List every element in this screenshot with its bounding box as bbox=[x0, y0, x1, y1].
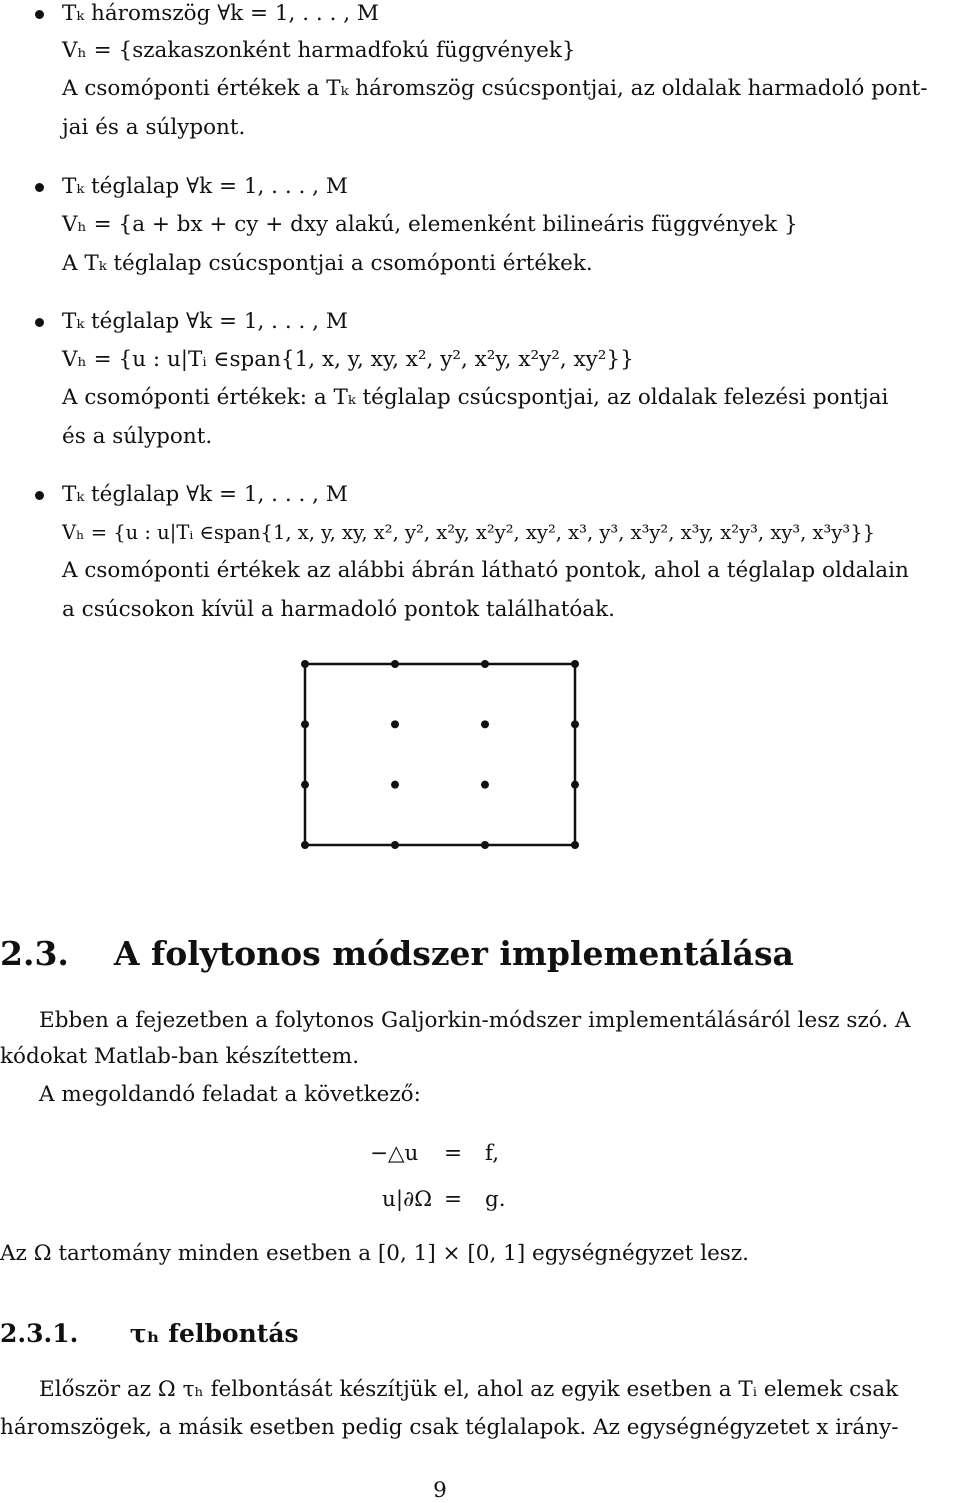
bullet-2-line-3: A Tₖ téglalap csúcspontjai a csomóponti értékek. bbox=[62, 251, 593, 276]
equation-1-lhs: −△u bbox=[370, 1141, 419, 1166]
node-point bbox=[481, 720, 489, 728]
bullet-4-line-3: A csomóponti értékek az alábbi ábrán látható pontok, ahol a téglalap oldalain bbox=[62, 558, 909, 583]
section-paragraph-line-3: A megoldandó feladat a következő: bbox=[39, 1082, 421, 1107]
bullet-4-line-4: a csúcsokon kívül a harmadoló pontok találhatóak. bbox=[62, 597, 615, 622]
bullet-1-line-4: jai és a súlypont. bbox=[62, 115, 246, 140]
page-number: 9 bbox=[433, 1478, 447, 1503]
node-point bbox=[571, 720, 579, 728]
subsection-number: 2.3.1. bbox=[0, 1319, 79, 1348]
node-point bbox=[391, 660, 399, 668]
equation-1-rhs: f, bbox=[485, 1141, 500, 1166]
bullet-1-line-3: A csomóponti értékek a Tₖ háromszög csúcspontjai, az oldalak harmadoló pont- bbox=[62, 76, 928, 101]
bullet-2-line-1: Tₖ téglalap ∀k = 1, . . . , M bbox=[62, 174, 348, 199]
section-title: A folytonos módszer implementálása bbox=[113, 934, 794, 973]
bullet-1-line-1: Tₖ háromszög ∀k = 1, . . . , M bbox=[62, 1, 379, 26]
node-point bbox=[301, 720, 309, 728]
bullet-4-line-2: Vₕ = {u : u|Tᵢ ∈span{1, x, y, xy, x², y², x²y, x²y², xy², x³, y³, x³y², x³y, x²y³, xy³, x³y³}} bbox=[62, 521, 876, 544]
bullet-3-line-1: Tₖ téglalap ∀k = 1, . . . , M bbox=[62, 309, 348, 334]
node-point bbox=[481, 781, 489, 789]
subsection-heading bbox=[0, 1318, 299, 1350]
node-point bbox=[571, 781, 579, 789]
bullet-3-line-2: Vₕ = {u : u|Tᵢ ∈span{1, x, y, xy, x², y², x²y, x²y², xy²}} bbox=[62, 347, 634, 372]
node-diagram bbox=[290, 650, 590, 860]
bullet-2-line-2: Vₕ = {a + bx + cy + dxy alakú, elemenként bilineáris függvények } bbox=[62, 212, 798, 237]
subsection-title: τₕ felbontás bbox=[129, 1319, 299, 1348]
bullet-3-line-4: és a súlypont. bbox=[62, 424, 213, 449]
node-point bbox=[391, 720, 399, 728]
node-point bbox=[301, 781, 309, 789]
section-number: 2.3. bbox=[0, 934, 69, 973]
domain-statement: Az Ω tartomány minden esetben a [0, 1] × [0, 1] egységnégyzet lesz. bbox=[0, 1241, 749, 1266]
bullet-1-line-2: Vₕ = {szakaszonként harmadfokú függvények} bbox=[62, 38, 576, 63]
equation-2-relation: = bbox=[444, 1187, 463, 1212]
section-paragraph-line-2: kódokat Matlab-ban készítettem. bbox=[0, 1044, 360, 1069]
node-point bbox=[391, 841, 399, 849]
node-point bbox=[571, 841, 579, 849]
bullet-3-line-3: A csomóponti értékek: a Tₖ téglalap csúcspontjai, az oldalak felezési pontjai bbox=[62, 385, 889, 410]
section-heading bbox=[0, 934, 794, 974]
bullet-marker-1 bbox=[35, 10, 44, 19]
equation-2-rhs: g. bbox=[485, 1187, 506, 1212]
bullet-4-line-1: Tₖ téglalap ∀k = 1, . . . , M bbox=[62, 482, 348, 507]
bullet-marker-3 bbox=[35, 318, 44, 327]
bullet-marker-4 bbox=[35, 491, 44, 500]
node-point bbox=[391, 781, 399, 789]
node-point bbox=[481, 660, 489, 668]
node-point bbox=[301, 841, 309, 849]
node-point bbox=[481, 841, 489, 849]
subsection-paragraph-line-1: Először az Ω τₕ felbontását készítjük el, ahol az egyik esetben a Tᵢ elemek csak bbox=[39, 1377, 899, 1402]
element-rectangle bbox=[305, 664, 575, 845]
node-point bbox=[571, 660, 579, 668]
bullet-marker-2 bbox=[35, 183, 44, 192]
section-paragraph-line-1: Ebben a fejezetben a folytonos Galjorkin-módszer implementálásáról lesz szó. A bbox=[39, 1008, 911, 1033]
equation-2-lhs: u|∂Ω bbox=[382, 1187, 433, 1212]
equation-1-relation: = bbox=[444, 1141, 463, 1166]
node-group bbox=[301, 660, 579, 849]
subsection-paragraph-line-2: háromszögek, a másik esetben pedig csak téglalapok. Az egységnégyzetet x irány- bbox=[0, 1415, 899, 1440]
node-point bbox=[301, 660, 309, 668]
